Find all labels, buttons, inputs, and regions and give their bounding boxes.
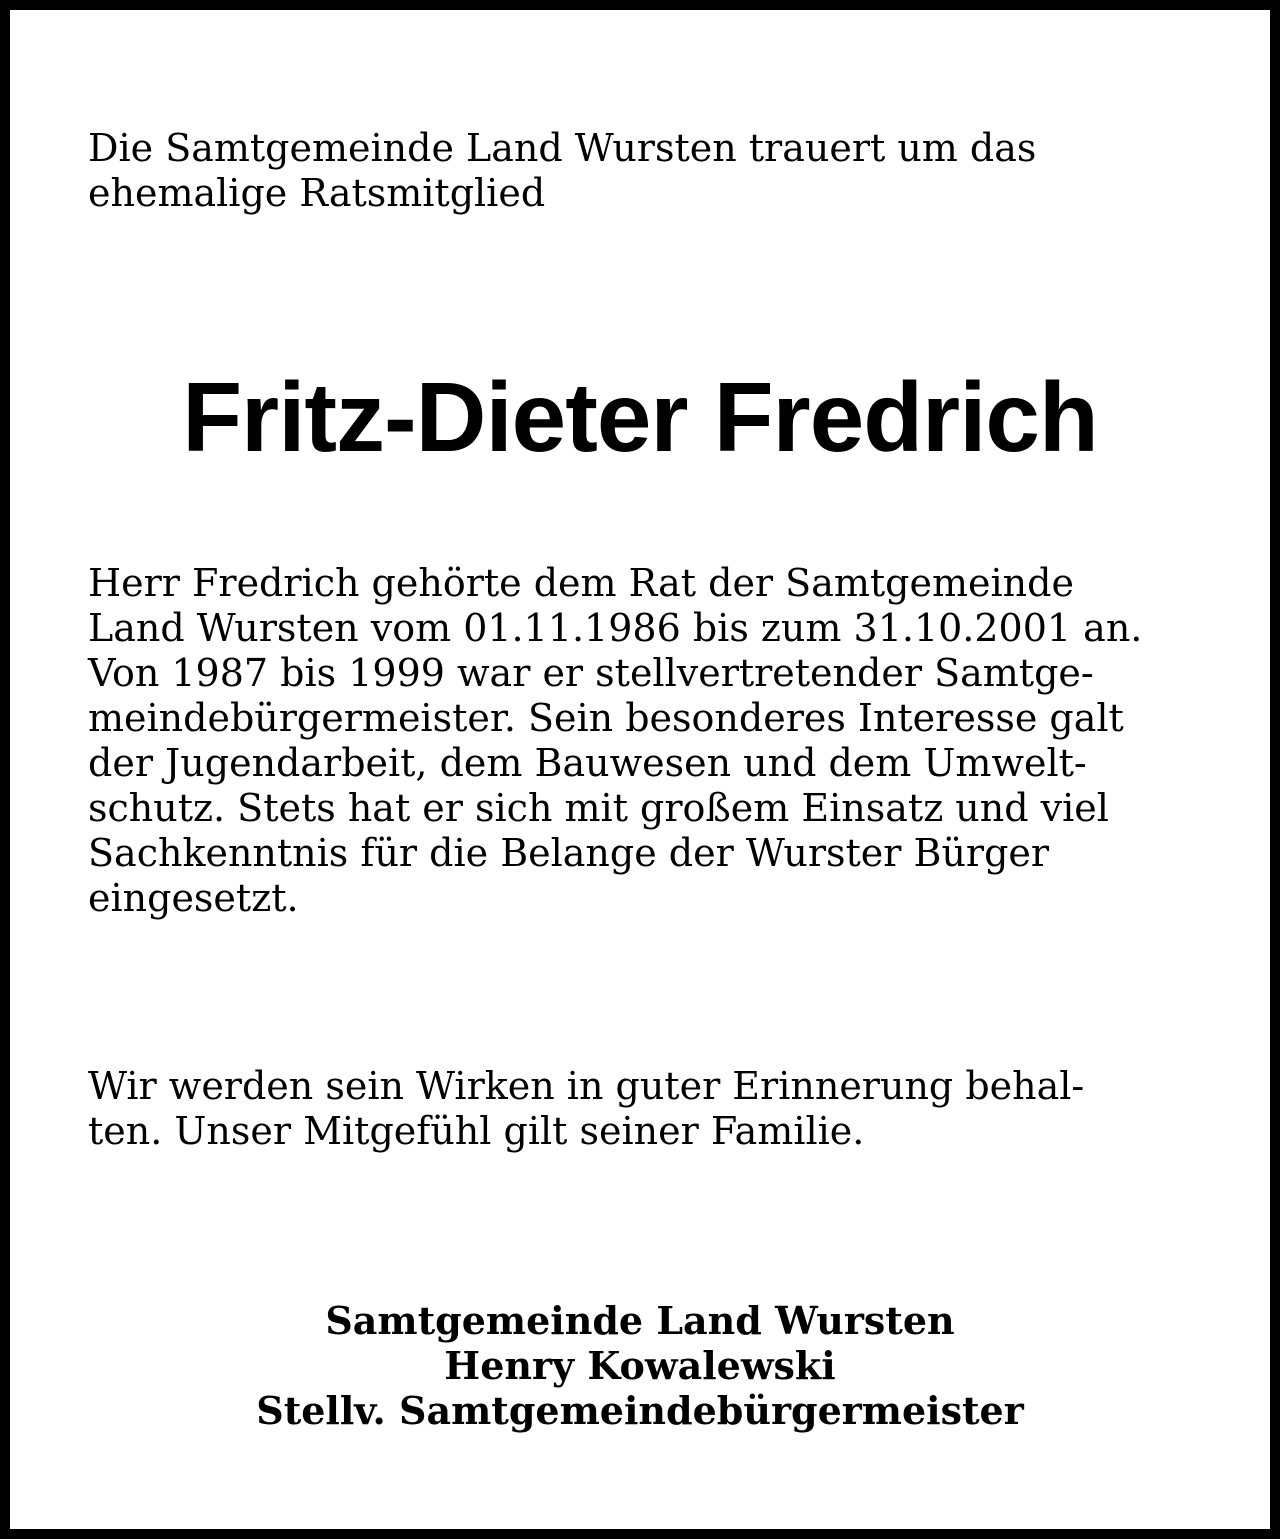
intro-line: ehemalige Ratsmitglied [88,171,546,215]
signature-organization: Samtgemeinde Land Wursten [325,1298,955,1343]
tribute-paragraph [88,561,1218,921]
closing-line: ten. Unser Mitgefühl gilt seiner Familie. [88,1109,865,1153]
signature-role: Stellv. Samtgemeindebürgermeister [256,1388,1024,1433]
tribute-line: Herr Fredrich gehörte dem Rat der Samtgemeinde [88,561,1074,605]
closing-line: Wir werden sein Wirken in guter Erinnerung behal- [88,1064,1085,1108]
tribute-line: meindebürgermeister. Sein besonderes Interesse galt [88,696,1124,740]
intro-line: Die Samtgemeinde Land Wursten trauert um das [88,126,1037,170]
tribute-line: Land Wursten vom 01.11.1986 bis zum 31.10.2001 an. [88,606,1143,650]
intro-text [88,126,1218,216]
signature-person: Henry Kowalewski [444,1343,836,1388]
tribute-line: der Jugendarbeit, dem Bauwesen und dem Umwelt- [88,741,1087,785]
tribute-line: Sachkenntnis für die Belange der Wurster Bürger [88,831,1050,875]
tribute-line: Von 1987 bis 1999 war er stellvertretender Samtge- [88,651,1094,695]
tribute-line: schutz. Stets hat er sich mit großem Einsatz und viel [88,786,1109,830]
signature-block [20,1298,1260,1433]
deceased-name: Fritz-Dieter Fredrich [182,362,1098,472]
tribute-line: eingesetzt. [88,876,299,920]
closing-paragraph [88,1064,1218,1154]
